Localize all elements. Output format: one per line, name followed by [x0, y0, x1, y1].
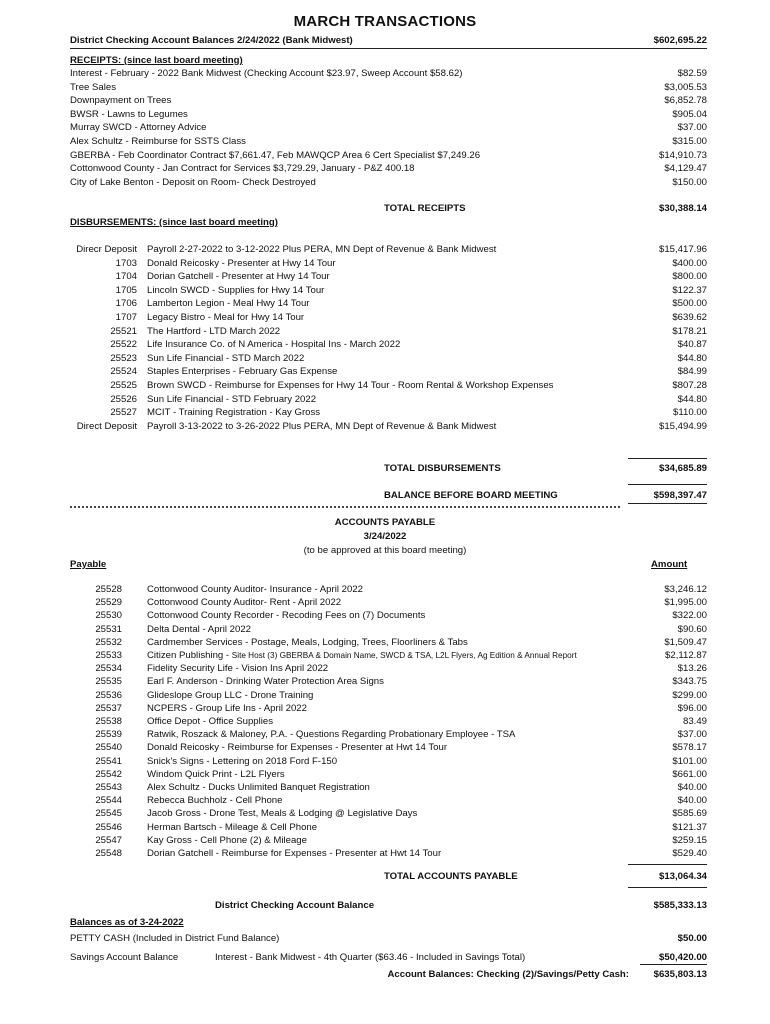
checking-balance-amount: $585,333.13 [653, 900, 707, 911]
disbursement-ref: 25523 [110, 352, 137, 364]
payable-description: Dorian Gatchell - Reimburse for Expenses - Presenter at Hwt 14 Tour [147, 848, 442, 859]
payable-description-detail: Site Host (3) GBERBA & Domain Name, SWCD & TSA, L2L Flyers, Ag Edition & Annual Report [231, 651, 577, 660]
receipt-amount: $82.59 [677, 68, 707, 79]
receipt-amount: $905.04 [672, 108, 707, 120]
disbursement-amount: $44.80 [677, 393, 707, 405]
opening-balance-label: District Checking Account Balances 2/24/2022 (Bank Midwest) [70, 35, 353, 46]
payable-amount: $121.37 [672, 821, 707, 833]
disbursement-ref: 1703 [115, 257, 137, 269]
receipt-amount: $3,005.53 [664, 81, 707, 93]
payable-amount: $529.40 [672, 848, 707, 859]
disbursement-description: Sun Life Financial - STD March 2022 [147, 352, 305, 364]
receipt-description: Cottonwood County - Jan Contract for Services $3,729.29, January - P&Z 400.18 [70, 163, 415, 175]
dotted-separator [70, 506, 620, 511]
disbursement-amount: $84.99 [677, 366, 707, 378]
payable-ref: 25537 [95, 702, 122, 714]
receipt-description: City of Lake Benton - Deposit on Room- Check Destroyed [70, 176, 316, 188]
payable-amount: $96.00 [677, 702, 707, 714]
disbursement-amount: $110.00 [673, 407, 707, 419]
payable-ref: 25533 [95, 650, 122, 661]
disbursement-description: Sun Life Financial - STD February 2022 [147, 393, 317, 405]
disbursement-ref: 1706 [115, 298, 137, 310]
disbursements-heading: DISBURSEMENTS: (since last board meeting) [70, 217, 278, 228]
payable-amount: $90.60 [677, 623, 707, 635]
disbursement-description: Lamberton Legion - Meal Hwy 14 Tour [147, 298, 310, 310]
payable-amount: $1,509.47 [664, 636, 707, 648]
checking-balance-label: District Checking Account Balance [215, 900, 375, 911]
payable-description: Cottonwood County Auditor- Rent - April 2022 [147, 597, 342, 609]
payable-amount: $299.00 [672, 689, 707, 701]
disbursement-description: Brown SWCD - Reimburse for Expenses for Hwy 14 Tour - Room Rental & Workshop Expenses [147, 380, 554, 391]
payable-ref: 25541 [95, 755, 122, 767]
disbursement-ref: 25522 [110, 339, 137, 351]
receipt-description: Interest - February - 2022 Bank Midwest (Checking Account $23.97, Sweep Account $58.62) [70, 68, 463, 79]
disbursement-ref: 25526 [110, 393, 137, 405]
total-disbursements-amount: $34,685.89 [658, 463, 707, 474]
disbursement-ref: 25525 [110, 380, 137, 391]
total-receipts-label: TOTAL RECEIPTS [384, 203, 466, 214]
payable-description: Cottonwood County Recorder - Recoding Fees on (7) Documents [147, 610, 426, 622]
disbursement-ref: 25524 [110, 366, 137, 378]
receipts-heading: RECEIPTS: (since last board meeting) [70, 55, 243, 66]
payable-description: Donald Reicosky - Reimburse for Expenses - Presenter at Hwt 14 Tour [147, 742, 448, 754]
page-title: MARCH TRANSACTIONS [293, 13, 477, 30]
payable-description: Cottonwood County Auditor- Insurance - April 2022 [147, 584, 363, 595]
payable-amount: $40.00 [677, 782, 707, 793]
payable-amount: $578.17 [672, 742, 707, 754]
balances-heading: Balances as of 3-24-2022 [70, 917, 184, 928]
payable-description: Windom Quick Print - L2L Flyers [147, 768, 285, 780]
payable-ref: 25547 [95, 834, 122, 846]
total-payables-label: TOTAL ACCOUNTS PAYABLE [384, 871, 518, 882]
disbursement-amount: $807.28 [672, 380, 707, 391]
payable-ref: 25536 [95, 689, 122, 701]
payable-description: Kay Gross - Cell Phone (2) & Mileage [147, 834, 307, 846]
payable-amount: $1,995.00 [664, 597, 707, 609]
receipt-description: Tree Sales [70, 81, 117, 93]
payable-ref: 25528 [95, 584, 122, 595]
receipt-amount: $37.00 [677, 122, 707, 134]
payable-description: Jacob Gross - Drone Test, Meals & Lodging @ Legislative Days [147, 808, 418, 820]
payable-ref: 25548 [95, 848, 122, 859]
payable-amount: $585.69 [672, 808, 707, 820]
payable-description: NCPERS - Group Life Ins - April 2022 [147, 702, 307, 714]
disbursement-ref: Direct Deposit [76, 420, 137, 432]
total-payables-amount: $13,064.34 [658, 871, 707, 882]
disbursement-ref: 1705 [115, 284, 137, 296]
header-rule [70, 48, 707, 49]
disbursement-description: The Hartford - LTD March 2022 [147, 325, 281, 337]
payable-amount: $13.26 [677, 663, 707, 675]
payable-description: Office Depot - Office Supplies [147, 716, 274, 727]
payable-ref: 25542 [95, 768, 122, 780]
payables-underline [628, 887, 707, 888]
receipt-description: BWSR - Lawns to Legumes [70, 108, 188, 120]
total-disbursements-label: TOTAL DISBURSEMENTS [384, 463, 501, 474]
payables-rule [628, 864, 707, 865]
payable-amount: $40.00 [677, 795, 707, 807]
disbursement-ref: 1707 [115, 312, 137, 323]
disbursement-amount: $40.87 [677, 339, 707, 351]
payable-description: Rebecca Buchholz - Cell Phone [147, 795, 283, 807]
balance-before-meeting-label: BALANCE BEFORE BOARD MEETING [384, 490, 558, 501]
disbursement-description: MCIT - Training Registration - Kay Gross [147, 407, 321, 419]
payable-ref: 25535 [95, 676, 122, 688]
disbursement-amount: $639.62 [672, 312, 707, 323]
disbursement-description: Payroll 2-27-2022 to 3-12-2022 Plus PERA, MN Dept of Revenue & Bank Midwest [147, 244, 497, 255]
balance-underline [628, 503, 707, 504]
disbursement-amount: $44.80 [677, 352, 707, 364]
disbursement-ref: Direcr Deposit [76, 244, 137, 255]
disbursement-description: Payroll 3-13-2022 to 3-26-2022 Plus PERA, MN Dept of Revenue & Bank Midwest [147, 420, 497, 432]
disbursement-amount: $15,494.99 [658, 420, 707, 432]
payable-description: Earl F. Anderson - Drinking Water Protection Area Signs [147, 676, 384, 688]
disbursement-amount: $178.21 [672, 325, 707, 337]
payable-description: Ratwik, Roszack & Maloney, P.A. - Questions Regarding Probationary Employee - TSA [147, 729, 516, 741]
receipt-description: Murray SWCD - Attorney Advice [70, 122, 207, 134]
amount-column-header: Amount [651, 559, 688, 570]
savings-underline [640, 964, 707, 965]
payable-description [147, 650, 577, 661]
payable-ref: 25546 [95, 821, 122, 833]
payable-ref: 25534 [95, 663, 122, 675]
savings-description: Interest - Bank Midwest - 4th Quarter ($63.46 - Included in Savings Total) [215, 952, 526, 963]
payable-description: Alex Schultz - Ducks Unlimited Banquet Registration [147, 782, 370, 793]
payable-description: Delta Dental - April 2022 [147, 623, 251, 635]
disbursement-description: Life Insurance Co. of N America - Hospital Ins - March 2022 [147, 339, 401, 351]
payable-description-main: Citizen Publishing - [147, 650, 232, 661]
payable-amount: $3,246.12 [664, 584, 707, 595]
petty-cash-label: PETTY CASH (Included in District Fund Balance) [70, 933, 280, 944]
receipt-description: GBERBA - Feb Coordinator Contract $7,661.47, Feb MAWQCP Area 6 Cert Specialist $7,249.26 [70, 149, 481, 161]
receipt-description: Alex Schultz - Reimburse for SSTS Class [70, 136, 246, 147]
disbursement-description: Lincoln SWCD - Supplies for Hwy 14 Tour [147, 284, 325, 296]
receipt-amount: $4,129.47 [664, 163, 707, 175]
payable-description: Snick's Signs - Lettering on 2018 Ford F-150 [147, 755, 338, 767]
receipt-amount: $6,852.78 [664, 95, 707, 107]
payable-description: Cardmember Services - Postage, Meals, Lodging, Trees, Floorliners & Tabs [147, 636, 468, 648]
final-balances-label: Account Balances: Checking (2)/Savings/Petty Cash: [387, 969, 629, 980]
savings-amount: $50,420.00 [658, 952, 707, 963]
disbursement-amount: $400.00 [672, 257, 707, 269]
disbursement-amount: $15,417.96 [658, 244, 707, 255]
payable-amount: $259.15 [672, 834, 707, 846]
disbursement-ref: 25527 [110, 407, 137, 419]
payable-ref: 25532 [95, 636, 122, 648]
payables-note: (to be approved at this board meeting) [303, 545, 467, 556]
payable-description: Herman Bartsch - Mileage & Cell Phone [147, 821, 318, 833]
payables-date: 3/24/2022 [363, 531, 407, 542]
balance-rule [628, 484, 707, 485]
payables-heading: ACCOUNTS PAYABLE [334, 517, 436, 528]
payable-ref: 25543 [95, 782, 122, 793]
opening-balance-amount: $602,695.22 [653, 35, 707, 46]
disbursement-amount: $800.00 [672, 271, 707, 283]
payable-description: Fidelity Security Life - Vision Ins April 2022 [147, 663, 329, 675]
payable-amount: 83.49 [682, 716, 707, 727]
payable-ref: 25545 [95, 808, 122, 820]
savings-label: Savings Account Balance [70, 952, 179, 963]
payable-ref: 25544 [95, 795, 122, 807]
receipt-amount: $315.00 [672, 136, 707, 147]
total-receipts-amount: $30,388.14 [658, 203, 707, 214]
disbursements-rule [628, 458, 707, 459]
receipt-amount: $14,910.73 [658, 149, 707, 161]
disbursement-amount: $122.37 [672, 284, 707, 296]
receipt-amount: $150.00 [672, 176, 707, 188]
payable-amount: $322.00 [672, 610, 707, 622]
disbursement-amount: $500.00 [672, 298, 707, 310]
payable-ref: 25540 [95, 742, 122, 754]
payable-amount: $343.75 [672, 676, 707, 688]
disbursement-description: Dorian Gatchell - Presenter at Hwy 14 Tour [147, 271, 330, 283]
payable-amount: $2,112.87 [665, 650, 707, 661]
disbursement-description: Donald Reicosky - Presenter at Hwy 14 Tour [147, 257, 336, 269]
payable-ref: 25538 [95, 716, 122, 727]
payable-ref: 25529 [95, 597, 122, 609]
disbursement-ref: 1704 [115, 271, 137, 283]
disbursement-description: Staples Enterprises - February Gas Expense [147, 366, 338, 378]
payable-column-header: Payable [70, 559, 107, 570]
payable-amount: $661.00 [672, 768, 707, 780]
payable-ref: 25531 [95, 623, 122, 635]
payable-description: Glideslope Group LLC - Drone Training [147, 689, 314, 701]
payable-amount: $101.00 [672, 755, 707, 767]
payable-ref: 25539 [95, 729, 122, 741]
receipt-description: Downpayment on Trees [70, 95, 172, 107]
balance-before-meeting-amount: $598,397.47 [653, 490, 707, 501]
payable-amount: $37.00 [677, 729, 707, 741]
payable-ref: 25530 [95, 610, 122, 622]
disbursement-ref: 25521 [110, 325, 137, 337]
disbursement-description: Legacy Bistro - Meal for Hwy 14 Tour [147, 312, 305, 323]
petty-cash-amount: $50.00 [677, 933, 707, 944]
final-balances-amount: $635,803.13 [653, 969, 707, 980]
